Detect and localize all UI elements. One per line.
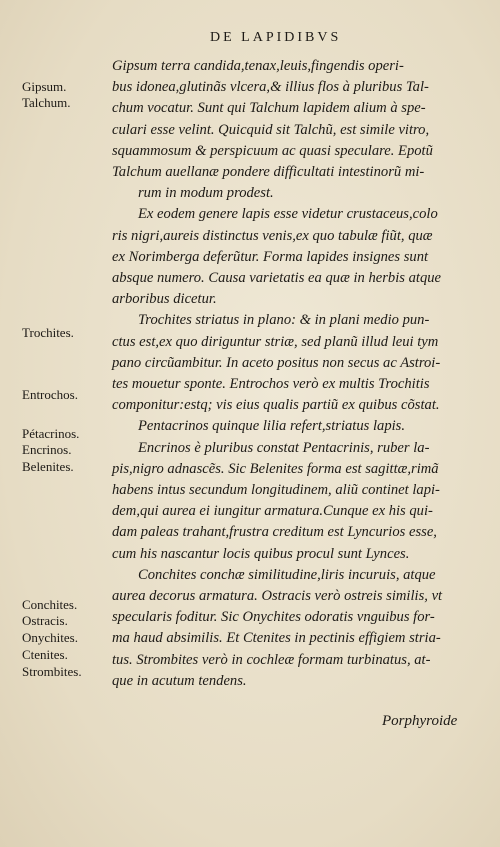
- margin-note-conchites: Conchites.: [22, 597, 78, 612]
- catchword: Porphyroide: [382, 713, 458, 729]
- margin-note-encrinos: Encrinos.: [22, 442, 72, 457]
- paragraph-gipsum: [112, 56, 480, 204]
- text-line: ctus est,ex quo diriguntur striæ, sed planũ illud leui tym: [112, 333, 439, 350]
- text-line: que in acutum tendens.: [112, 672, 247, 689]
- margin-note-talchum: Talchum.: [22, 95, 71, 110]
- paragraph-pentacrinos: [112, 416, 480, 437]
- text-line: Pentacrinos quinque lilia refert,striatus lapis.: [138, 418, 406, 435]
- text-line: cum his nascantur locis quibus procul sunt Lynces.: [112, 545, 410, 562]
- text-line: dem,qui aurea ei iungitur armatura.Cunque ex his qui-: [112, 503, 433, 520]
- paragraph-trochites: [112, 310, 480, 416]
- text-line: pano circũambitur. In aceto positus non secus ac Astroi-: [112, 354, 441, 371]
- margin-note-pentacrinos: Pétacrinos.: [22, 426, 80, 441]
- text-line: Encrinos è pluribus constat Pentacrinis, ruber la-: [138, 439, 430, 456]
- text-line: pis,nigro adnascẽs. Sic Belenites forma est sagittæ,rimã: [112, 460, 439, 477]
- text-line: Conchites conchæ similitudine,liris incuruis, atque: [138, 566, 436, 583]
- text-line: specularis foditur. Sic Onychites odoratis vnguibus for-: [112, 609, 435, 626]
- text-line: dam paleas trahant,frustra creditum est Lyncurios esse,: [112, 524, 437, 541]
- text-line: arboribus dicetur.: [112, 291, 217, 308]
- margin-note-trochites: Trochites.: [22, 325, 74, 340]
- text-line: absque numero. Causa varietatis ea quæ in herbis atque: [112, 270, 442, 287]
- text-line: habens intus secundum longitudinem, aliũ continet lapi-: [112, 482, 440, 499]
- text-line: Trochites striatus in plano: & in plani medio pun-: [138, 312, 430, 329]
- main-text: [112, 56, 480, 692]
- text-line: squammosum & perspicuum ac quasi speculare. Epotũ: [112, 142, 433, 159]
- margin-note-onychites: Onychites.: [22, 630, 78, 645]
- running-header: DE LAPIDIBVS: [210, 30, 342, 45]
- margin-note-ctenites: Ctenites.: [22, 647, 68, 662]
- text-line: ex Norimberga deferũtur. Forma lapides insignes sunt: [112, 248, 429, 265]
- text-line: Ex eodem genere lapis esse videtur crustaceus,colo: [138, 206, 438, 223]
- text-line: Gipsum terra candida,tenax,leuis,fingendis operi-: [112, 58, 404, 74]
- text-line: ma haud absimilis. Et Ctenites in pectinis effigiem stria-: [112, 630, 441, 647]
- text-line: chum vocatur. Sunt qui Talchum lapidem alium à spe-: [112, 100, 426, 117]
- paragraph-encrinos: [112, 438, 480, 565]
- margin-note-entrochos: Entrochos.: [22, 387, 78, 402]
- margin-note-ostracis: Ostracis.: [22, 613, 68, 628]
- paragraph-crustaceus: [112, 204, 480, 310]
- paragraph-conchites: [112, 565, 480, 692]
- text-line: Talchum auellanæ pondere difficultati intestinorũ mi-: [112, 164, 425, 181]
- text-line: culari esse velint. Quicquid sit Talchũ, est simile vitro,: [112, 121, 430, 138]
- margin-note-belenites: Belenites.: [22, 459, 74, 474]
- text-line: tes mouetur sponte. Entrochos verò ex multis Trochitis: [112, 376, 430, 393]
- text-line: tus. Strombites verò in cochleæ formam turbinatus, at-: [112, 651, 431, 668]
- text-line: aurea decorus armatura. Ostracis verò ostreis similis, vt: [112, 588, 443, 605]
- text-line: bus idonea,glutinãs vlcera,& illius flos à pluribus Tal-: [112, 79, 429, 96]
- margin-note-strombites: Strombites.: [22, 664, 82, 679]
- text-line: componitur:estq; vis eius qualis partiũ ex quibus cõstat.: [112, 397, 440, 414]
- margin-note-gipsum: Gipsum.: [22, 79, 67, 94]
- text-line: rum in modum prodest.: [138, 185, 274, 202]
- text-line: ris nigri,aureis distinctus venis,ex quo tabulæ fiũt, quæ: [112, 227, 433, 244]
